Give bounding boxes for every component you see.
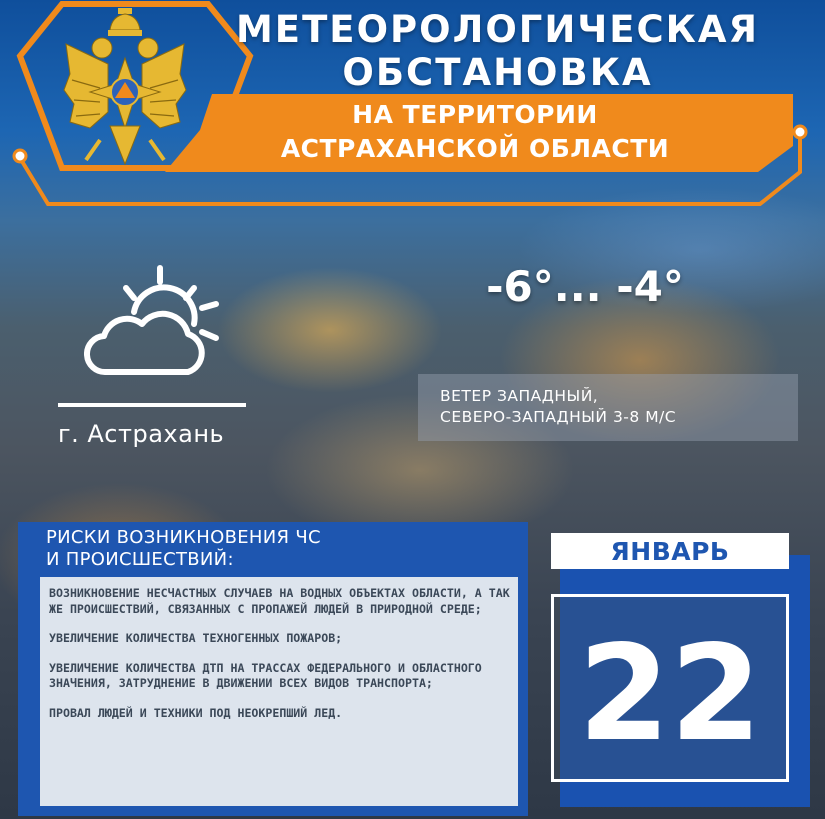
- city-divider: [58, 403, 246, 407]
- title-line-1: МЕТЕОРОЛОГИЧЕСКАЯ: [235, 8, 760, 51]
- partly-cloudy-icon: [84, 262, 224, 382]
- risk-item: ПРОВАЛ ЛЮДЕЙ И ТЕХНИКИ ПОД НЕОКРЕПШИЙ ЛЕД.: [49, 705, 343, 720]
- wind-panel: [418, 374, 798, 441]
- subtitle-line-1: НА ТЕРРИТОРИИ: [352, 100, 598, 129]
- risk-heading-line-1: РИСКИ ВОЗНИКНОВЕНИЯ ЧС: [46, 527, 321, 548]
- risk-item: УВЕЛИЧЕНИЕ КОЛИЧЕСТВА ТЕХНОГЕННЫХ ПОЖАРОВ;: [49, 631, 343, 645]
- page-title: [205, 8, 790, 94]
- temperature-range: -6°... -4°: [486, 262, 684, 311]
- month-label: ЯНВАРЬ: [551, 533, 789, 569]
- wind-line-1: ВЕТЕР ЗАПАДНЫЙ,: [440, 387, 599, 405]
- day-number: 22: [578, 617, 762, 771]
- risk-item: ВОЗНИКНОВЕНИЕ НЕСЧАСТНЫХ СЛУЧАЕВ НА ВОДНЫХ ОБЪЕКТАХ ОБЛАСТИ, А ТАК ЖЕ ПРОИСШЕСТВИЙ, СВЯЗАННЫХ С ПРОПАЖЕЙ ЛЮДЕЙ В ПРИРОДНОЙ СРЕДЕ;: [49, 586, 510, 616]
- risk-list: [40, 577, 518, 806]
- page-subtitle: [205, 98, 745, 166]
- risk-item: УВЕЛИЧЕНИЕ КОЛИЧЕСТВА ДТП НА ТРАССАХ ФЕДЕРАЛЬНОГО И ОБЛАСТНОГО ЗНАЧЕНИЯ, ЗАТРУДНЕНИЕ В ДВИЖЕНИИ ВСЕХ ВИДОВ ТРАНСПОРТА;: [49, 660, 482, 690]
- city-name: г. Астрахань: [58, 420, 225, 448]
- emergency-emblem-icon: [60, 4, 190, 169]
- subtitle-line-2: АСТРАХАНСКОЙ ОБЛАСТИ: [280, 134, 670, 163]
- risk-heading: [46, 527, 321, 571]
- wind-line-2: СЕВЕРО-ЗАПАДНЫЙ 3-8 М/С: [440, 408, 677, 426]
- risk-heading-line-2: И ПРОИСШЕСТВИЙ:: [46, 549, 234, 570]
- title-line-2: ОБСТАНОВКА: [342, 51, 653, 94]
- wind-description: [440, 386, 790, 428]
